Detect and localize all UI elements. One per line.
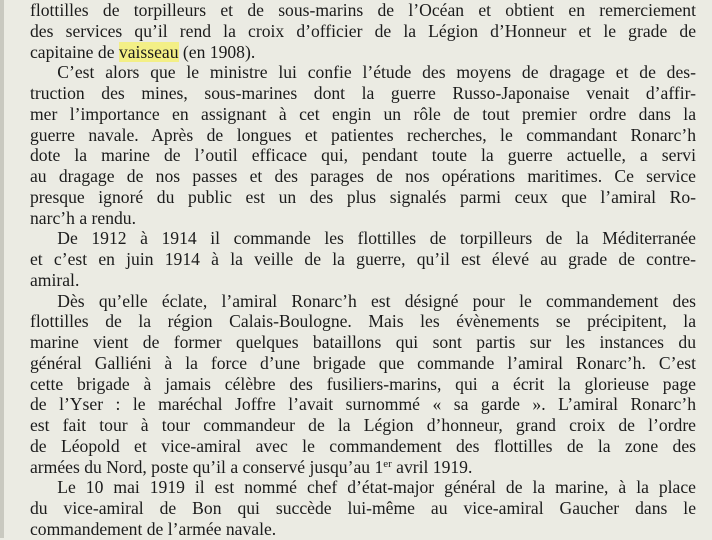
text-line: C’est alors que le ministre lui confie l’étude des moyens de dragage et de des- xyxy=(57,62,696,83)
text-line: et c’est en juin 1914 à la veille de la guerre, qu’il est élevé au grade de contre- xyxy=(30,249,696,269)
text-line: flottilles de la région Calais-Boulogne. Mais les évènements se précipitent, la xyxy=(30,311,696,332)
text-line: Dès qu’elle éclate, l’amiral Ronarc’h est désigné pour le commandement des xyxy=(57,290,696,311)
text-line: de Léopold et vice-amiral avec le commandement des flottilles de la zone des xyxy=(30,435,696,456)
text-line: commandement de l’armée navale. xyxy=(30,518,277,539)
text-run: capitaine de xyxy=(30,41,119,62)
text-line: De 1912 à 1914 il commande les flottilles de torpilleurs de la Méditerranée xyxy=(57,228,696,249)
text-run: armées du Nord, poste qu’il a conservé jusqu’au 1 xyxy=(30,456,384,477)
text-line: des services qu’il rend la croix d’officier de la Légion d’Honneur et le grade de xyxy=(30,20,696,41)
text-line: cette brigade à jamais célèbre des fusiliers-marins, qui a écrit la glorieuse page xyxy=(30,373,696,394)
text-line: amiral. xyxy=(30,269,80,290)
text-line: du vice-amiral de Bon qui succède lui-même au vice-amiral Gaucher dans le xyxy=(30,498,696,518)
text-line xyxy=(30,457,696,478)
text-line: dote la marine de l’outil efficace qui, pendant toute la guerre actuelle, a servi xyxy=(30,145,696,166)
paragraph-5 xyxy=(30,477,696,539)
paragraph-4 xyxy=(30,291,696,478)
text-line: est fait tour à tour commandeur de la Légion d’honneur, grand croix de l’ordre xyxy=(30,415,696,435)
text-line: au dragage de nos passes et des parages de nos opérations maritimes. Ce service xyxy=(30,166,696,186)
page-edge-shadow xyxy=(0,0,4,538)
text-line xyxy=(30,42,696,63)
text-line: presque ignoré du public est un des plus signalés parmi ceux que l’amiral Ro- xyxy=(30,186,696,207)
text-line: truction des mines, sous-marines dont la guerre Russo-Japonaise venait d’affir- xyxy=(30,83,696,103)
text-line: Le 10 mai 1919 il est nommé chef d’état-major général de la marine, à la place xyxy=(57,477,696,498)
text-line: général Galliéni à la force d’une brigade que commande l’amiral Ronarc’h. C’est xyxy=(30,352,696,373)
text-line: narc’h a rendu. xyxy=(30,207,136,228)
paragraph-1 xyxy=(30,0,696,62)
superscript: er xyxy=(383,457,392,470)
text-line: flottilles de torpilleurs et de sous-marins de l’Océan et obtient en remerciement xyxy=(30,0,696,20)
document-body xyxy=(30,0,696,540)
text-line: mer l’importance en assignant à cet engin un rôle de tout premier ordre dans la xyxy=(30,103,696,124)
text-line: de l’Yser : le maréchal Joffre l’avait surnommé « sa garde ». L’amiral Ronarc’h xyxy=(30,394,696,415)
text-run: (en 1908). xyxy=(178,41,256,62)
paragraph-3 xyxy=(30,228,696,290)
paragraph-2 xyxy=(30,62,696,228)
text-line: marine vient de former quelques bataillons qui sont partis sur les instances du xyxy=(30,332,696,352)
text-run: avril 1919. xyxy=(391,456,473,477)
highlighted-word[interactable]: vaisseau xyxy=(118,41,179,62)
text-line: guerre navale. Après de longues et patientes recherches, le commandant Ronarc’h xyxy=(30,124,696,145)
